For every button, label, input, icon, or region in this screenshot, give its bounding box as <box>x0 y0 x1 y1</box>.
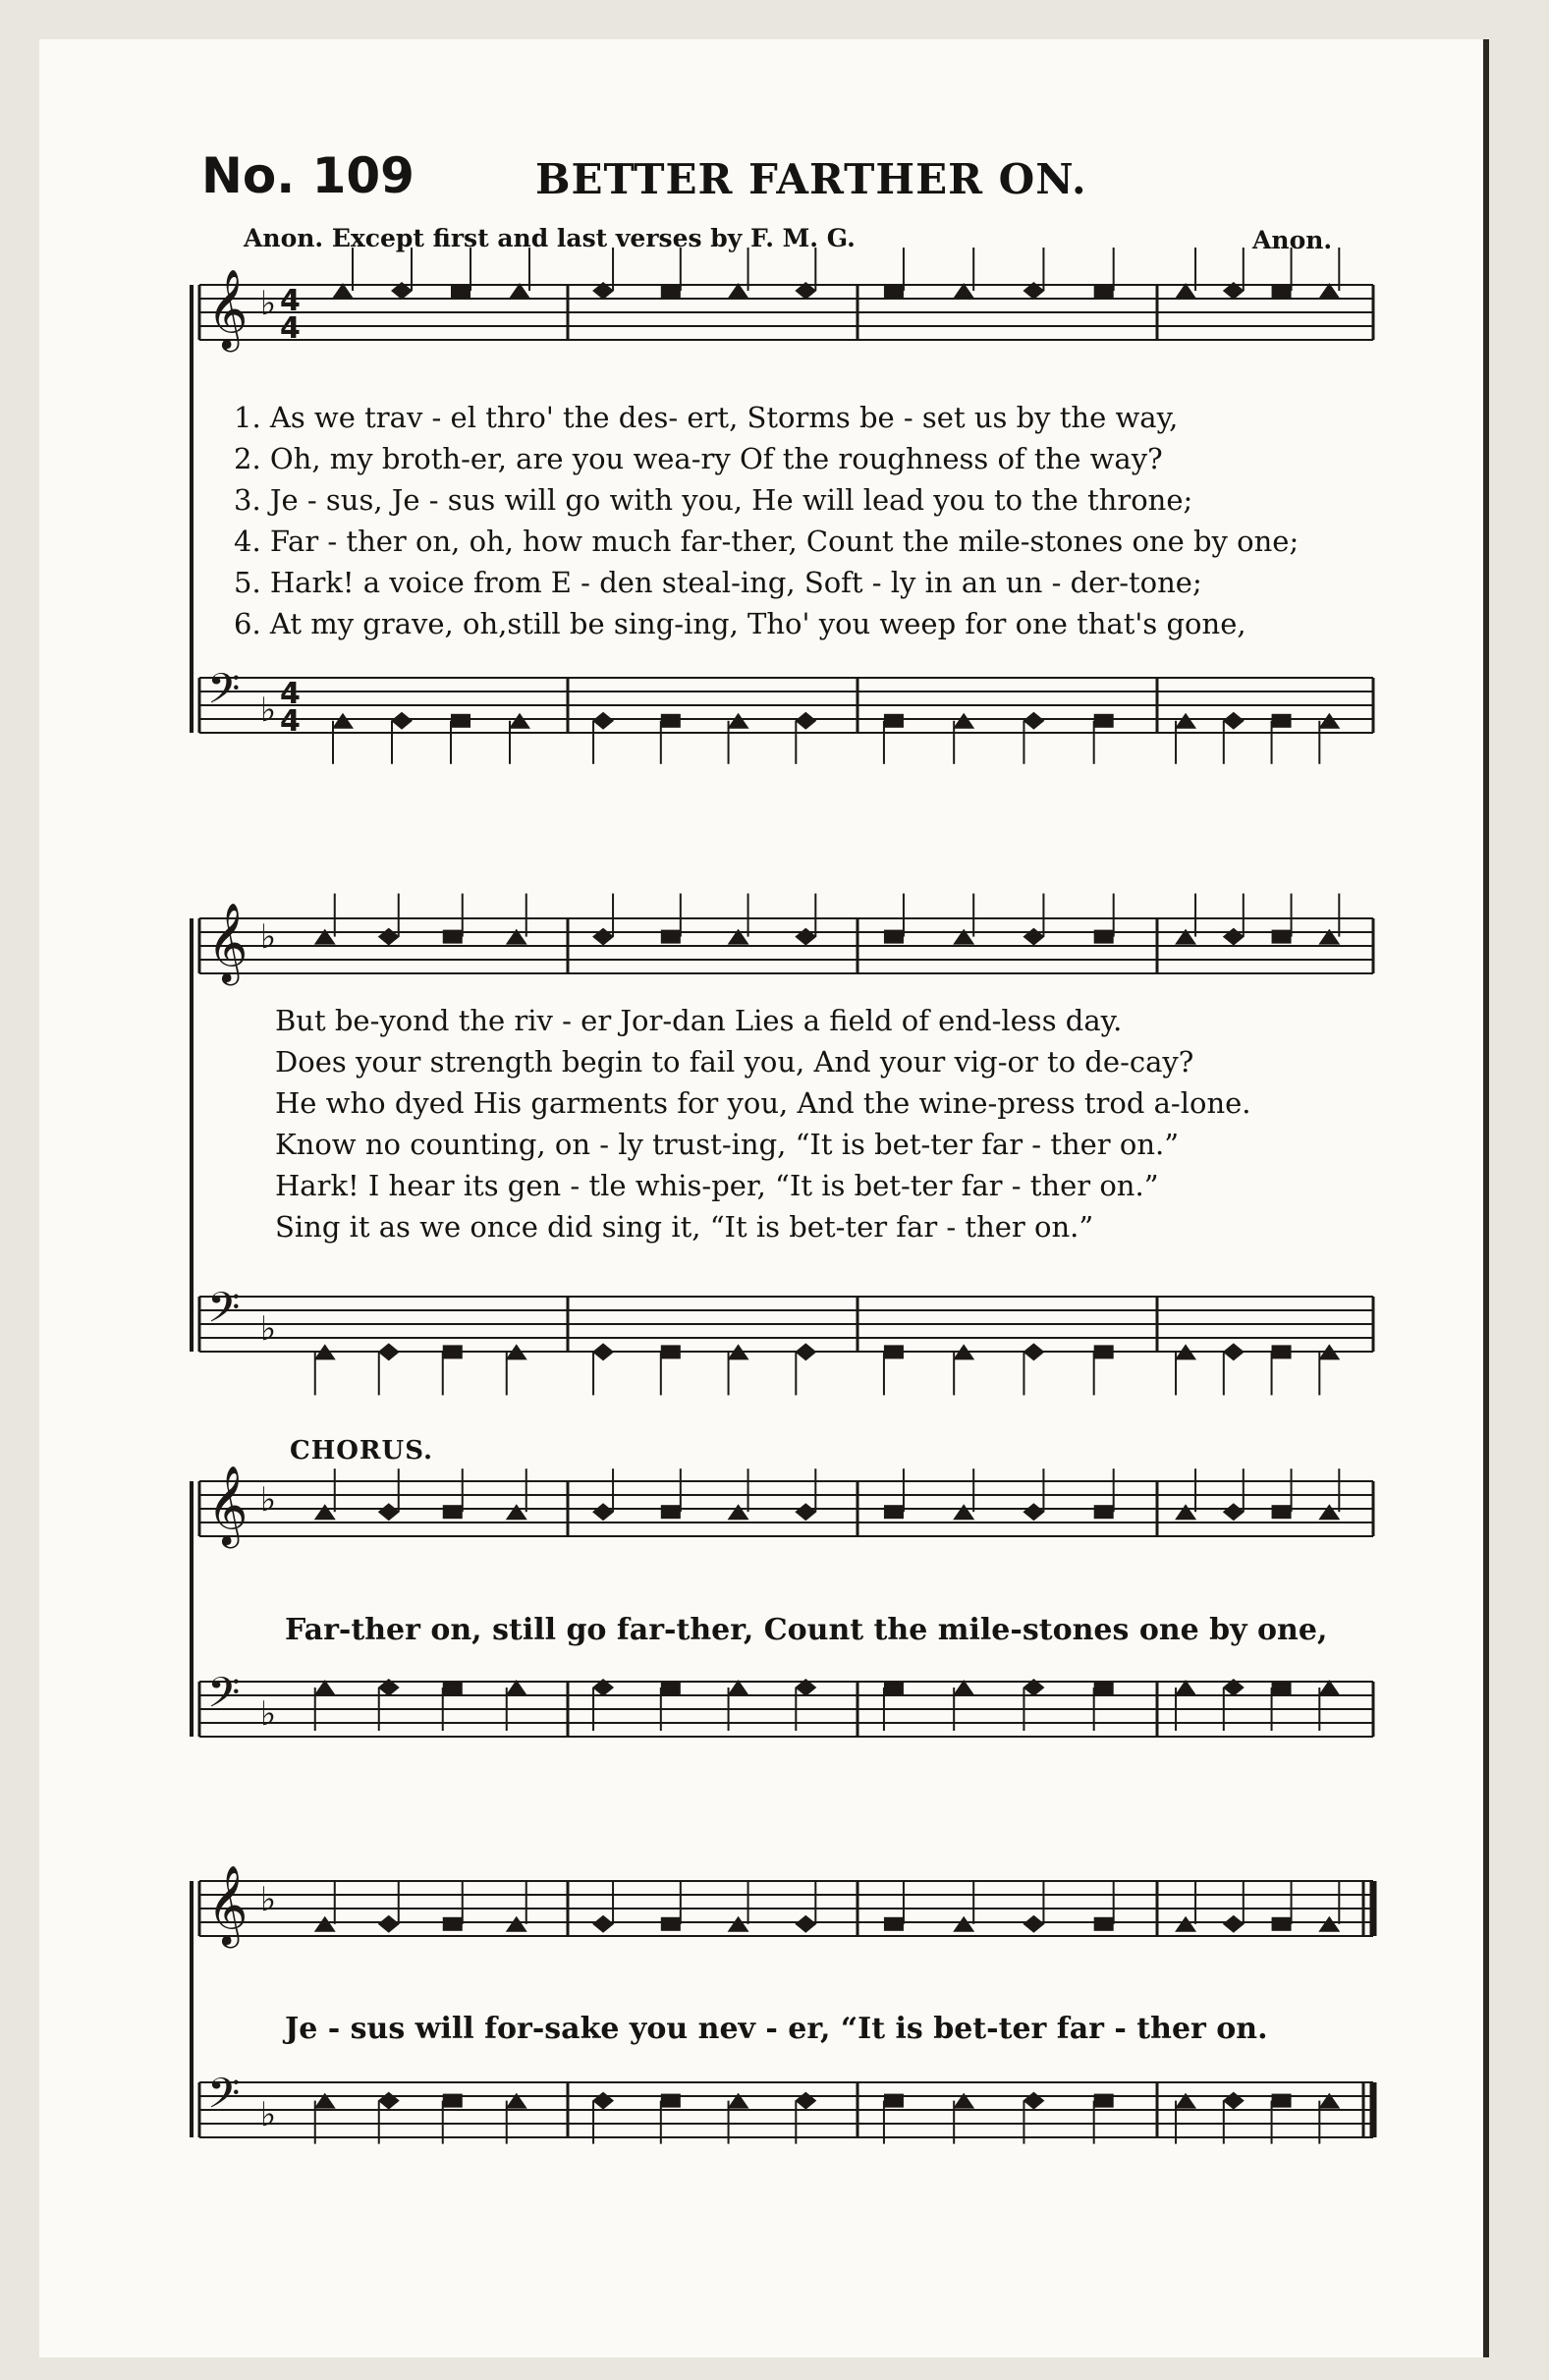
note-head <box>728 1504 749 1520</box>
note-head <box>884 284 904 298</box>
note-head <box>1175 1504 1196 1520</box>
refrain-lines <box>275 1000 1251 1247</box>
chorus-line-2: Je - sus will for-sake you nev - er, “It is bet-ter far - ther on. <box>285 2012 1268 2046</box>
note-head <box>332 713 354 729</box>
note-head <box>1272 1917 1292 1931</box>
note-head <box>1223 1915 1245 1933</box>
note-head <box>1023 712 1044 730</box>
bass-clef: 𝄢 <box>207 1669 241 1728</box>
words-credit: Anon. Except first and last verses by F. M. G. <box>244 224 856 252</box>
note-head <box>592 1343 614 1360</box>
note-head <box>451 284 470 298</box>
verse-line: 4. Far - ther on, oh, how much far-ther, Count the mile-stones one by one; <box>234 525 1300 558</box>
verse-line: 6. At my grave, oh,still be sing-ing, Tho' you weep for one that's gone, <box>234 607 1246 640</box>
time-signature: 4 <box>280 677 301 711</box>
refrain-line: Sing it as we once did sing it, “It is bet-ter far - ther on.” <box>275 1210 1094 1244</box>
flat-sign: ♭ <box>260 1694 277 1734</box>
note-head <box>1094 1505 1114 1519</box>
treble-clef: 𝄞 <box>207 902 249 982</box>
note-head <box>795 2092 816 2110</box>
note-head <box>443 1681 463 1694</box>
refrain-line: He who dyed His garments for you, And the wine-press trod a-lone. <box>275 1086 1251 1120</box>
note-head <box>1318 713 1340 729</box>
note-head <box>884 1681 904 1694</box>
flat-sign: ♭ <box>260 1480 277 1520</box>
bass-clef: 𝄢 <box>207 2070 241 2129</box>
flat-sign: ♭ <box>260 2095 277 2134</box>
note-head <box>443 930 463 944</box>
verse-lines <box>234 397 1299 644</box>
note-head <box>1223 2092 1245 2110</box>
note-head <box>884 930 904 944</box>
note-head <box>443 2094 463 2108</box>
note-head <box>391 712 413 730</box>
note-head <box>506 1916 527 1932</box>
note-head <box>443 1505 463 1519</box>
bass-clef: 𝄢 <box>207 1284 241 1343</box>
time-signature: 4 <box>280 284 301 318</box>
note-head <box>884 714 904 728</box>
time-signature: 4 <box>280 704 301 739</box>
note-head <box>884 1505 904 1519</box>
note-head <box>661 1505 681 1519</box>
note-head <box>661 714 681 728</box>
note-head <box>378 1503 400 1521</box>
note-head <box>661 2094 681 2108</box>
note-head <box>443 1345 463 1358</box>
note-head <box>1223 712 1245 730</box>
note-head <box>661 930 681 944</box>
note-head <box>1223 1343 1245 1360</box>
music-credit: Anon. <box>1252 226 1333 254</box>
note-head <box>1094 1345 1114 1358</box>
treble-clef: 𝄞 <box>207 1864 249 1945</box>
note-head <box>1272 1345 1292 1358</box>
note-head <box>728 713 749 729</box>
note-head <box>884 2094 904 2108</box>
hymn-number: No. 109 <box>201 147 415 204</box>
note-head <box>592 2092 614 2110</box>
note-head <box>314 1916 336 1932</box>
note-head <box>795 928 816 946</box>
note-head <box>1023 928 1044 946</box>
note-head <box>795 1503 816 1521</box>
note-head <box>592 928 614 946</box>
note-head <box>661 284 681 298</box>
verse-line: 1. As we trav - el thro' the des- ert, Storms be - set us by the way, <box>234 401 1179 434</box>
note-head <box>378 1343 400 1360</box>
note-head <box>1223 1503 1245 1521</box>
note-head <box>378 2092 400 2110</box>
note-head <box>592 712 614 730</box>
note-head <box>378 1915 400 1933</box>
flat-sign: ♭ <box>260 1309 277 1349</box>
chorus-line-1: Far-ther on, still go far-ther, Count the mile-stones one by one, <box>285 1613 1328 1647</box>
note-head <box>592 1915 614 1933</box>
note-head <box>1094 284 1114 298</box>
treble-clef: 𝄞 <box>207 1465 249 1545</box>
verse-line: 3. Je - sus, Je - sus will go with you, He will lead you to the throne; <box>234 483 1193 517</box>
note-head <box>1094 2094 1114 2108</box>
refrain-line: Does your strength begin to fail you, And your vig-or to de-cay? <box>275 1045 1194 1079</box>
note-head <box>728 1916 749 1932</box>
note-head <box>1223 928 1245 946</box>
treble-clef: 𝄞 <box>207 268 249 349</box>
refrain-line: Know no counting, on - ly trust-ing, “It is bet-ter far - ther on.” <box>275 1128 1180 1161</box>
note-head <box>884 1917 904 1931</box>
verse-line: 5. Hark! a voice from E - den steal-ing, Soft - ly in an un - der-tone; <box>234 566 1202 599</box>
note-head <box>1272 1505 1292 1519</box>
refrain-line: But be-yond the riv - er Jor-dan Lies a field of end-less day. <box>275 1004 1123 1037</box>
note-head <box>795 1343 816 1360</box>
verse-line: 2. Oh, my broth-er, are you wea-ry Of the roughness of the way? <box>234 442 1163 475</box>
note-head <box>509 713 530 729</box>
note-head <box>953 713 974 729</box>
note-head <box>661 1681 681 1694</box>
note-head <box>884 1345 904 1358</box>
time-signature: 4 <box>280 311 301 346</box>
note-head <box>661 1917 681 1931</box>
note-head <box>1023 1343 1044 1360</box>
note-head <box>953 1916 974 1932</box>
note-head <box>1094 930 1114 944</box>
note-head <box>661 1345 681 1358</box>
note-head <box>795 1915 816 1933</box>
note-head <box>314 1504 336 1520</box>
note-head <box>1094 714 1114 728</box>
note-head <box>953 1504 974 1520</box>
hymn-title: BETTER FARTHER ON. <box>535 155 1087 203</box>
note-head <box>1094 1917 1114 1931</box>
note-head <box>1272 930 1292 944</box>
note-head <box>1023 2092 1044 2110</box>
note-head <box>1272 2094 1292 2108</box>
flat-sign: ♭ <box>260 284 277 323</box>
note-head <box>1023 1503 1044 1521</box>
note-head <box>1175 1916 1196 1932</box>
note-head <box>451 714 470 728</box>
note-head <box>1318 1916 1340 1932</box>
flat-sign: ♭ <box>260 1880 277 1919</box>
note-head <box>1318 1504 1340 1520</box>
note-head <box>1094 1681 1114 1694</box>
note-head <box>1175 713 1196 729</box>
note-head <box>1272 284 1292 298</box>
note-head <box>443 1917 463 1931</box>
flat-sign: ♭ <box>260 691 277 730</box>
note-head <box>592 1503 614 1521</box>
note-head <box>1272 714 1292 728</box>
note-head <box>1272 1681 1292 1694</box>
note-head <box>795 712 816 730</box>
bass-clef: 𝄢 <box>207 665 241 724</box>
note-head <box>378 928 400 946</box>
flat-sign: ♭ <box>260 917 277 957</box>
note-head <box>506 1504 527 1520</box>
note-head <box>1023 1915 1044 1933</box>
refrain-line: Hark! I hear its gen - tle whis-per, “It is bet-ter far - ther on.” <box>275 1169 1159 1202</box>
chorus-heading: CHORUS. <box>290 1436 434 1466</box>
